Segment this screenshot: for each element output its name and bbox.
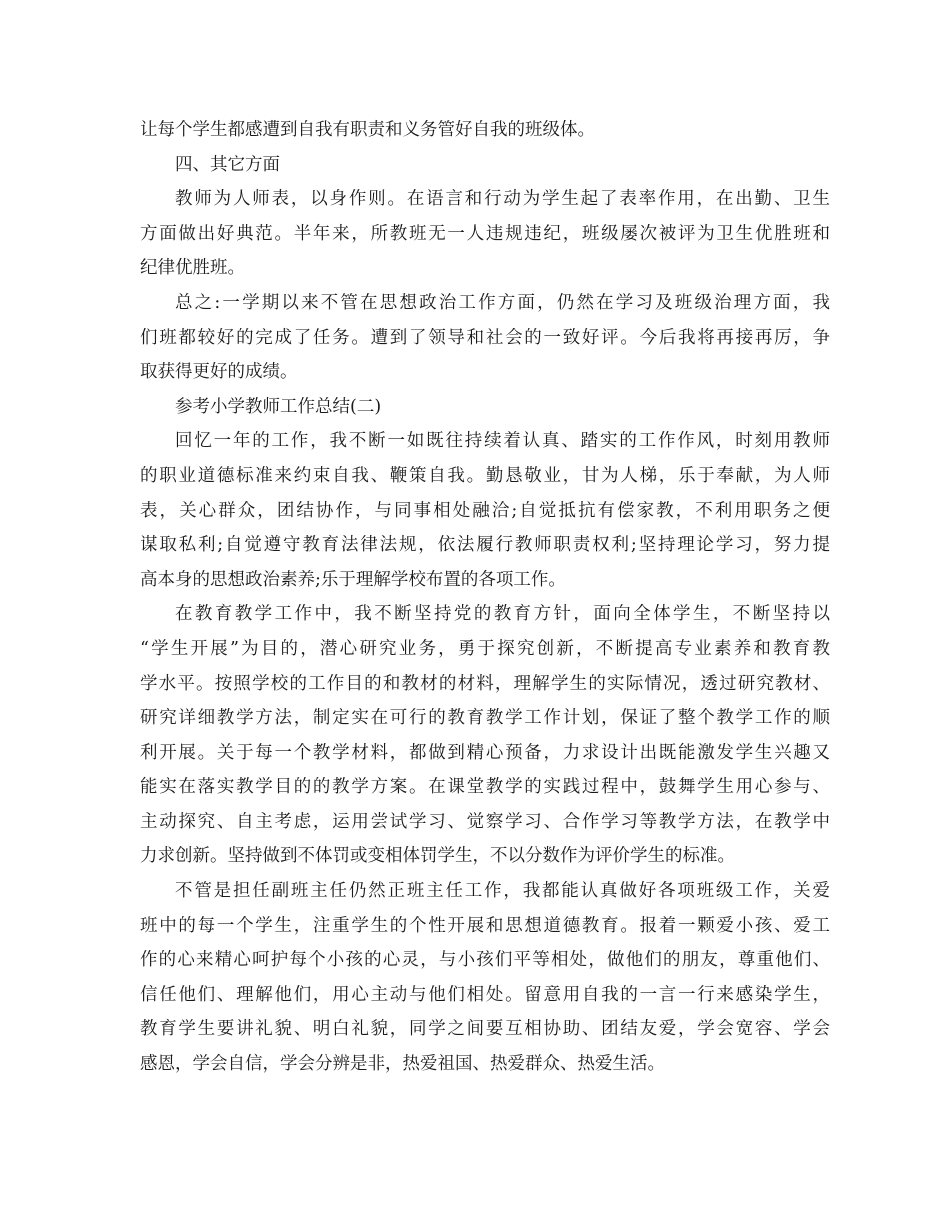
text-line: 学水平。按照学校的工作目的和教材的材料，理解学生的实际情况，透过研究教材、 [140, 673, 830, 694]
text-line: 教育学生要讲礼貌、明白礼貌，同学之间要互相协助、团结友爱，学会宽容、学会 [140, 1019, 830, 1040]
text-line: 高本身的思想政治素养;乐于理解学校布置的各项工作。 [140, 569, 566, 590]
text-line: 取获得更好的成绩。 [140, 362, 298, 383]
text-line: 四、其它方面 [175, 154, 280, 175]
text-line: 能实在落实教学目的的教学方案。在课堂教学的实践过程中，鼓舞学生用心参与、 [140, 777, 830, 798]
text-line: 在教育教学工作中，我不断坚持党的教育方针，面向全体学生，不断坚持以 [175, 604, 830, 625]
text-line: 的职业道德标准来约束自我、鞭策自我。勤恳敬业，甘为人梯，乐于奉献，为人师 [140, 465, 830, 486]
text-line: 主动探究、自主考虑，运用尝试学习、觉察学习、合作学习等教学方法，在教学中 [140, 811, 830, 832]
text-line: 感恩，学会自信，学会分辨是非，热爱祖国、热爱群众、热爱生活。 [140, 1054, 665, 1075]
text-line: 不管是担任副班主任仍然正班主任工作，我都能认真做好各项班级工作，关爱 [175, 881, 830, 902]
document-body [140, 113, 830, 1082]
text-line: “学生开展”为目的，潜心研究业务，勇于探究创新，不断提高专业素养和教育教 [140, 638, 830, 659]
text-line: 作的心来精心呵护每个小孩的心灵，与小孩们平等相处，做他们的朋友，尊重他们、 [140, 950, 830, 971]
text-line: 表，关心群众，团结协作，与同事相处融洽;自觉抵抗有偿家教，不利用职务之便 [140, 500, 830, 521]
text-line: 利开展。关于每一个教学材料，都做到精心预备，力求设计出既能激发学生兴趣又 [140, 742, 830, 763]
text-line: 让每个学生都感遭到自我有职责和义务管好自我的班级体。 [140, 120, 595, 140]
text-line: 谋取私利;自觉遵守教育法律法规，依法履行教师职责权利;坚持理论学习，努力提 [140, 535, 830, 556]
text-line: 参考小学教师工作总结(二) [175, 396, 382, 417]
text-line: 纪律优胜班。 [140, 258, 245, 279]
text-line: 教师为人师表，以身作则。在语言和行动为学生起了表率作用，在出勤、卫生 [175, 189, 830, 210]
text-line: 总之:一学期以来不管在思想政治工作方面，仍然在学习及班级治理方面，我 [175, 292, 830, 313]
text-line: 方面做出好典范。半年来，所教班无一人违规违纪，班级屡次被评为卫生优胜班和 [140, 223, 830, 244]
text-line: 回忆一年的工作，我不断一如既往持续着认真、踏实的工作作风，时刻用教师 [175, 431, 830, 452]
text-line: 力求创新。坚持做到不体罚或变相体罚学生，不以分数作为评价学生的标准。 [140, 846, 735, 867]
text-line: 们班都较好的完成了任务。遭到了领导和社会的一致好评。今后我将再接再厉，争 [140, 327, 830, 348]
text-line: 信任他们、理解他们，用心主动与他们相处。留意用自我的一言一行来感染学生， [140, 984, 830, 1005]
text-line: 研究详细教学方法，制定实在可行的教育教学工作计划，保证了整个教学工作的顺 [140, 708, 830, 729]
text-line: 班中的每一个学生，注重学生的个性开展和思想道德教育。报着一颗爱小孩、爱工 [140, 915, 830, 936]
